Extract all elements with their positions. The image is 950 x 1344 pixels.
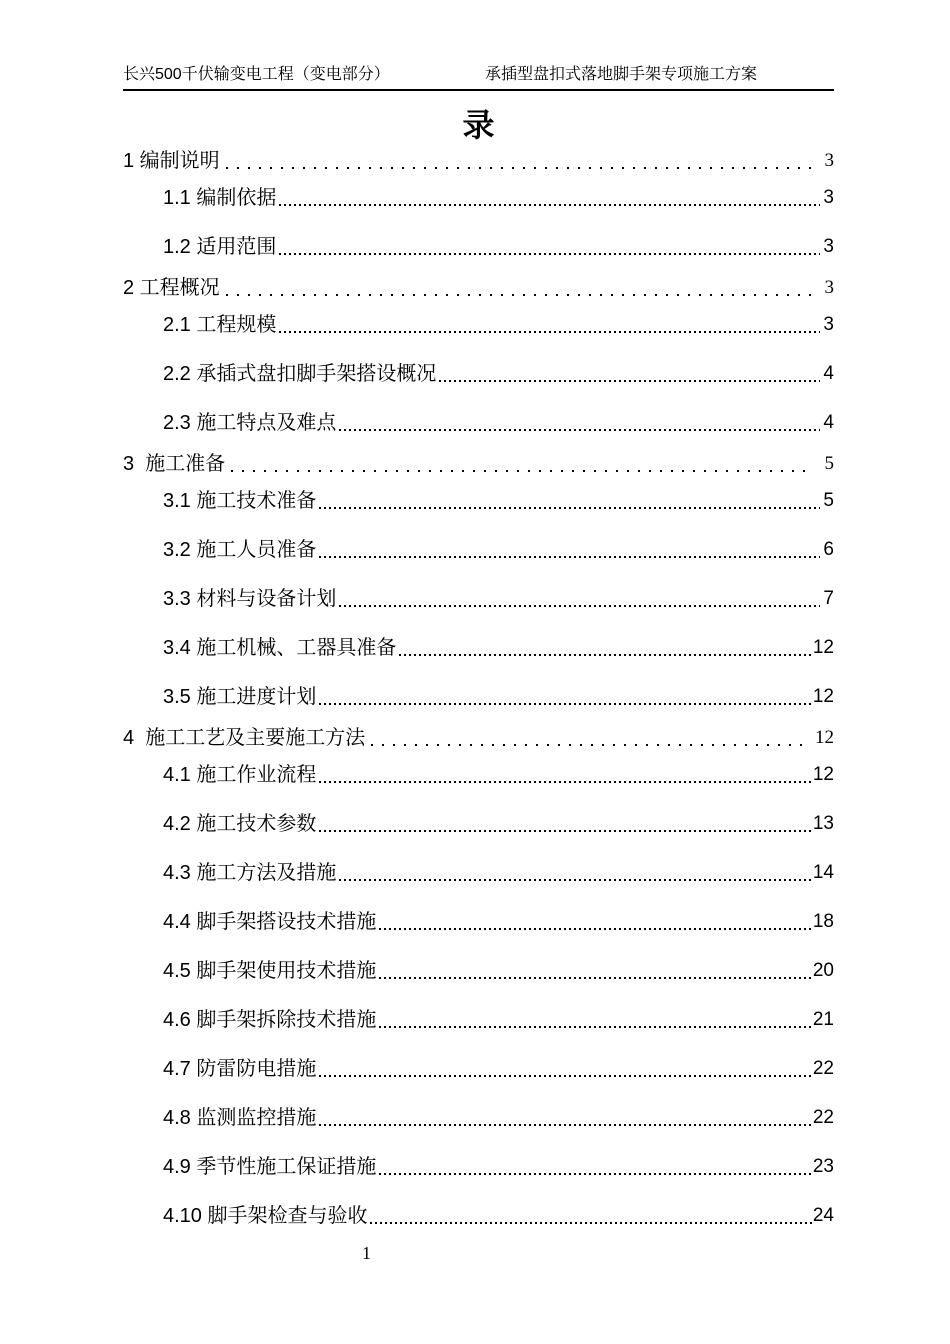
dot-leader xyxy=(316,763,813,787)
footer-page-number: 1 xyxy=(362,1243,371,1263)
dot-leader xyxy=(396,636,813,660)
toc-entry[interactable] xyxy=(123,452,834,476)
toc-entry-label: 2.3 施工特点及难点 xyxy=(163,412,337,434)
toc-entry[interactable] xyxy=(123,362,834,386)
toc-entry-page: 7 xyxy=(823,588,834,609)
toc-entry[interactable] xyxy=(123,411,834,435)
dot-leader xyxy=(316,685,813,709)
toc-entry[interactable] xyxy=(123,235,834,259)
toc-entry[interactable] xyxy=(123,763,834,787)
toc-entry[interactable] xyxy=(123,1155,834,1179)
toc-entry-page: 3 xyxy=(824,277,834,298)
toc-entry[interactable] xyxy=(123,489,834,513)
toc-entry-page: 5 xyxy=(824,453,834,474)
toc-entry[interactable] xyxy=(123,186,834,210)
toc-entry-page: 12 xyxy=(812,686,834,707)
toc-entry[interactable] xyxy=(123,812,834,836)
toc-entry-page: 3 xyxy=(823,187,834,208)
toc-entry-page: 21 xyxy=(812,1009,834,1030)
toc-entry-label: 3.3 材料与设备计划 xyxy=(163,588,337,610)
toc-entry[interactable] xyxy=(123,1057,834,1081)
toc-entry[interactable] xyxy=(123,149,834,173)
toc-entry-label: 4.8 监测监控措施 xyxy=(163,1107,317,1129)
toc-entry-label: 4.3 施工方法及措施 xyxy=(163,862,337,884)
toc-entry-page: 23 xyxy=(812,1156,834,1177)
toc-entry-label: 4.6 脚手架拆除技术措施 xyxy=(163,1009,377,1031)
toc-entry-page: 22 xyxy=(812,1107,834,1128)
dot-leader xyxy=(336,411,820,435)
dot-leader xyxy=(376,959,813,983)
toc-entry-label: 3.4 施工机械、工器具准备 xyxy=(163,637,397,659)
toc-page-title: 录 xyxy=(462,107,495,143)
toc-entry-label: 4.1 施工作业流程 xyxy=(163,764,317,786)
toc-entry-label: 4.2 施工技术参数 xyxy=(163,813,317,835)
toc-entry[interactable] xyxy=(123,1008,834,1032)
dot-leader xyxy=(336,861,813,885)
toc-entry[interactable] xyxy=(123,685,834,709)
toc-entry-label: 1.2 适用范围 xyxy=(163,236,277,258)
toc-entry-page: 12 xyxy=(812,637,834,658)
dot-leader xyxy=(316,538,820,562)
toc-entry-page: 24 xyxy=(812,1205,834,1226)
toc-entry[interactable] xyxy=(123,276,834,300)
dot-leader xyxy=(367,1204,812,1228)
toc-entry-label: 3 施工准备 xyxy=(123,453,226,475)
toc-entry-page: 3 xyxy=(824,150,834,171)
toc-entry[interactable] xyxy=(123,1204,834,1228)
toc-entry-page: 4 xyxy=(823,363,834,384)
page-header xyxy=(123,0,834,91)
toc-entry-label: 4.10 脚手架检查与验收 xyxy=(163,1205,368,1227)
toc-entry-label: 1.1 编制依据 xyxy=(163,187,277,209)
dot-leader xyxy=(316,1106,813,1130)
dot-leader xyxy=(316,489,820,513)
toc-list xyxy=(123,149,834,1228)
dot-leader xyxy=(220,276,820,300)
toc-entry[interactable] xyxy=(123,313,834,337)
dot-leader xyxy=(376,1008,813,1032)
toc-entry[interactable] xyxy=(123,959,834,983)
dot-leader xyxy=(276,313,820,337)
dot-leader xyxy=(436,362,820,386)
dot-leader xyxy=(376,910,813,934)
toc-entry-page: 6 xyxy=(823,539,834,560)
toc-entry-label: 3.2 施工人员准备 xyxy=(163,539,317,561)
toc-entry-label: 2.2 承插式盘扣脚手架搭设概况 xyxy=(163,363,437,385)
toc-entry-label: 4.4 脚手架搭设技术措施 xyxy=(163,911,377,933)
toc-entry-page: 5 xyxy=(823,490,834,511)
toc-entry-page: 14 xyxy=(812,862,834,883)
toc-entry[interactable] xyxy=(123,538,834,562)
dot-leader xyxy=(276,186,820,210)
toc-entry[interactable] xyxy=(123,861,834,885)
dot-leader xyxy=(225,452,820,476)
dot-leader xyxy=(276,235,820,259)
toc-entry[interactable] xyxy=(123,1106,834,1130)
toc-entry-page: 3 xyxy=(823,236,834,257)
dot-leader xyxy=(365,726,815,750)
toc-entry[interactable] xyxy=(123,910,834,934)
dot-leader xyxy=(316,812,813,836)
toc-entry-page: 12 xyxy=(815,727,834,748)
dot-leader xyxy=(376,1155,813,1179)
toc-entry-page: 13 xyxy=(812,813,834,834)
dot-leader xyxy=(220,149,820,173)
toc-entry-page: 3 xyxy=(823,314,834,335)
toc-entry-label: 4.5 脚手架使用技术措施 xyxy=(163,960,377,982)
toc-entry-page: 12 xyxy=(812,764,834,785)
dot-leader xyxy=(336,587,820,611)
toc-entry[interactable] xyxy=(123,636,834,660)
toc-entry-label: 2 工程概况 xyxy=(123,277,220,299)
toc-entry[interactable] xyxy=(123,587,834,611)
toc-entry-label: 3.5 施工进度计划 xyxy=(163,686,317,708)
header-right-text: 承插型盘扣式落地脚手架专项施工方案 xyxy=(484,66,757,83)
toc-entry-label: 3.1 施工技术准备 xyxy=(163,490,317,512)
toc-entry-page: 22 xyxy=(812,1058,834,1079)
toc-entry-label: 1 编制说明 xyxy=(123,150,220,172)
toc-entry-page: 18 xyxy=(812,911,834,932)
toc-entry-page: 4 xyxy=(823,412,834,433)
toc-entry[interactable] xyxy=(123,726,834,750)
toc-entry-label: 4.7 防雷防电措施 xyxy=(163,1058,317,1080)
toc-entry-label: 4 施工工艺及主要施工方法 xyxy=(123,727,366,749)
header-left-text: 长兴500千伏输变电工程（变电部分） xyxy=(123,66,390,83)
toc-entry-label: 4.9 季节性施工保证措施 xyxy=(163,1156,377,1178)
toc-entry-page: 20 xyxy=(812,960,834,981)
toc-entry-label: 2.1 工程规模 xyxy=(163,314,277,336)
dot-leader xyxy=(316,1057,813,1081)
